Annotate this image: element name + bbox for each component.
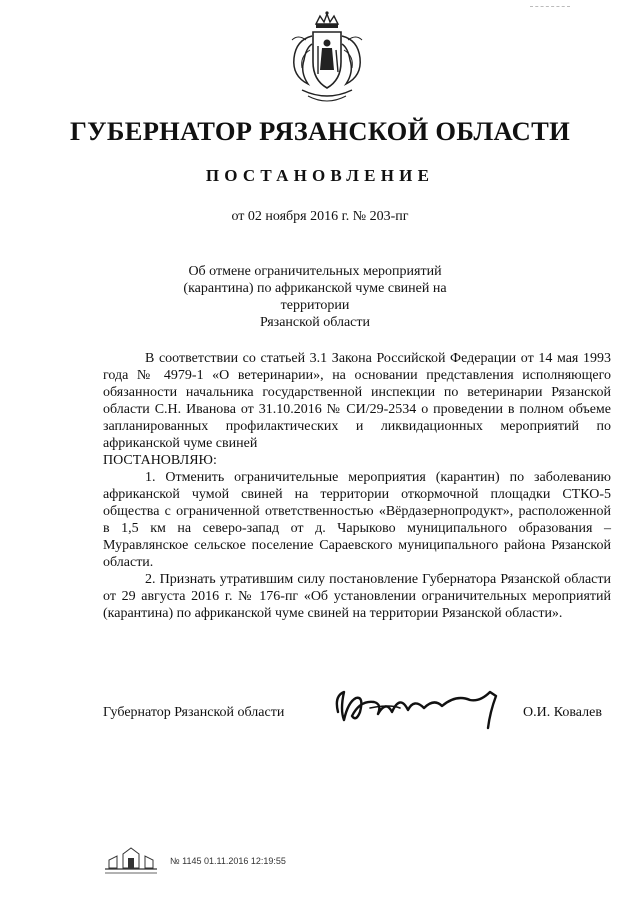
signatory-name: О.И. Ковалев: [523, 705, 602, 720]
registration-stamp: № 1145 01.11.2016 12:19:55: [170, 856, 286, 866]
item-2-paragraph: 2. Признать утратившим силу постановление Губернатора Рязанской области от 29 августа 2016 г. № 176-пг «Об установлении ограничительных мероприятий (карантина) по африканской чуме свиней на территории Рязанской области».: [103, 572, 611, 621]
decree-word: ПОСТАНОВЛЯЮ:: [103, 453, 217, 468]
signatory-position: Губернатор Рязанской области: [103, 705, 285, 720]
subject-line: Рязанской области: [259, 315, 371, 330]
document-body: [103, 350, 611, 622]
document-type: ПОСТАНОВЛЕНИЕ: [205, 166, 435, 185]
registry-stamp-icon: [103, 844, 159, 878]
subject-line: (карантина) по африканской чуме свиней на территории: [183, 281, 447, 313]
scan-mark: [530, 6, 570, 10]
subject-line: Об отмене ограничительных мероприятий: [188, 264, 442, 279]
preamble-paragraph: В соответствии со статьей 3.1 Закона Российской Федерации от 14 мая 1993 года № 4979-1 «О ветеринарии», на основании представления исполняющего обязанности начальника государственной инспекции по ветеринарии Рязанской области С.Н. Иванова от 31.10.2016 № СИ/29-2534 о проведении в полном объеме запланированных профилактических и ликвидационных мероприятий по африканской чуме свиней ПОСТАНОВЛЯЮ:: [103, 351, 611, 468]
coat-of-arms-icon: [282, 10, 372, 110]
document-date-number: от 02 ноября 2016 г. № 203-пг: [231, 209, 409, 224]
item-1-paragraph: 1. Отменить ограничительные мероприятия (карантин) по заболеванию африканской чумой свиней на территории откормочной площадки СТКО-5 общества с ограниченной ответственностью «Вёрдазернопродукт», расположенной в 1,5 км на северо-запад от д. Чарыково муниципального образования – Муравлянское сельское поселение Сараевского муниципального района Рязанской области.: [103, 470, 611, 570]
page-title: ГУБЕРНАТОР РЯЗАНСКОЙ ОБЛАСТИ: [69, 116, 570, 146]
handwritten-signature: [330, 682, 510, 732]
document-subject: [150, 263, 480, 331]
